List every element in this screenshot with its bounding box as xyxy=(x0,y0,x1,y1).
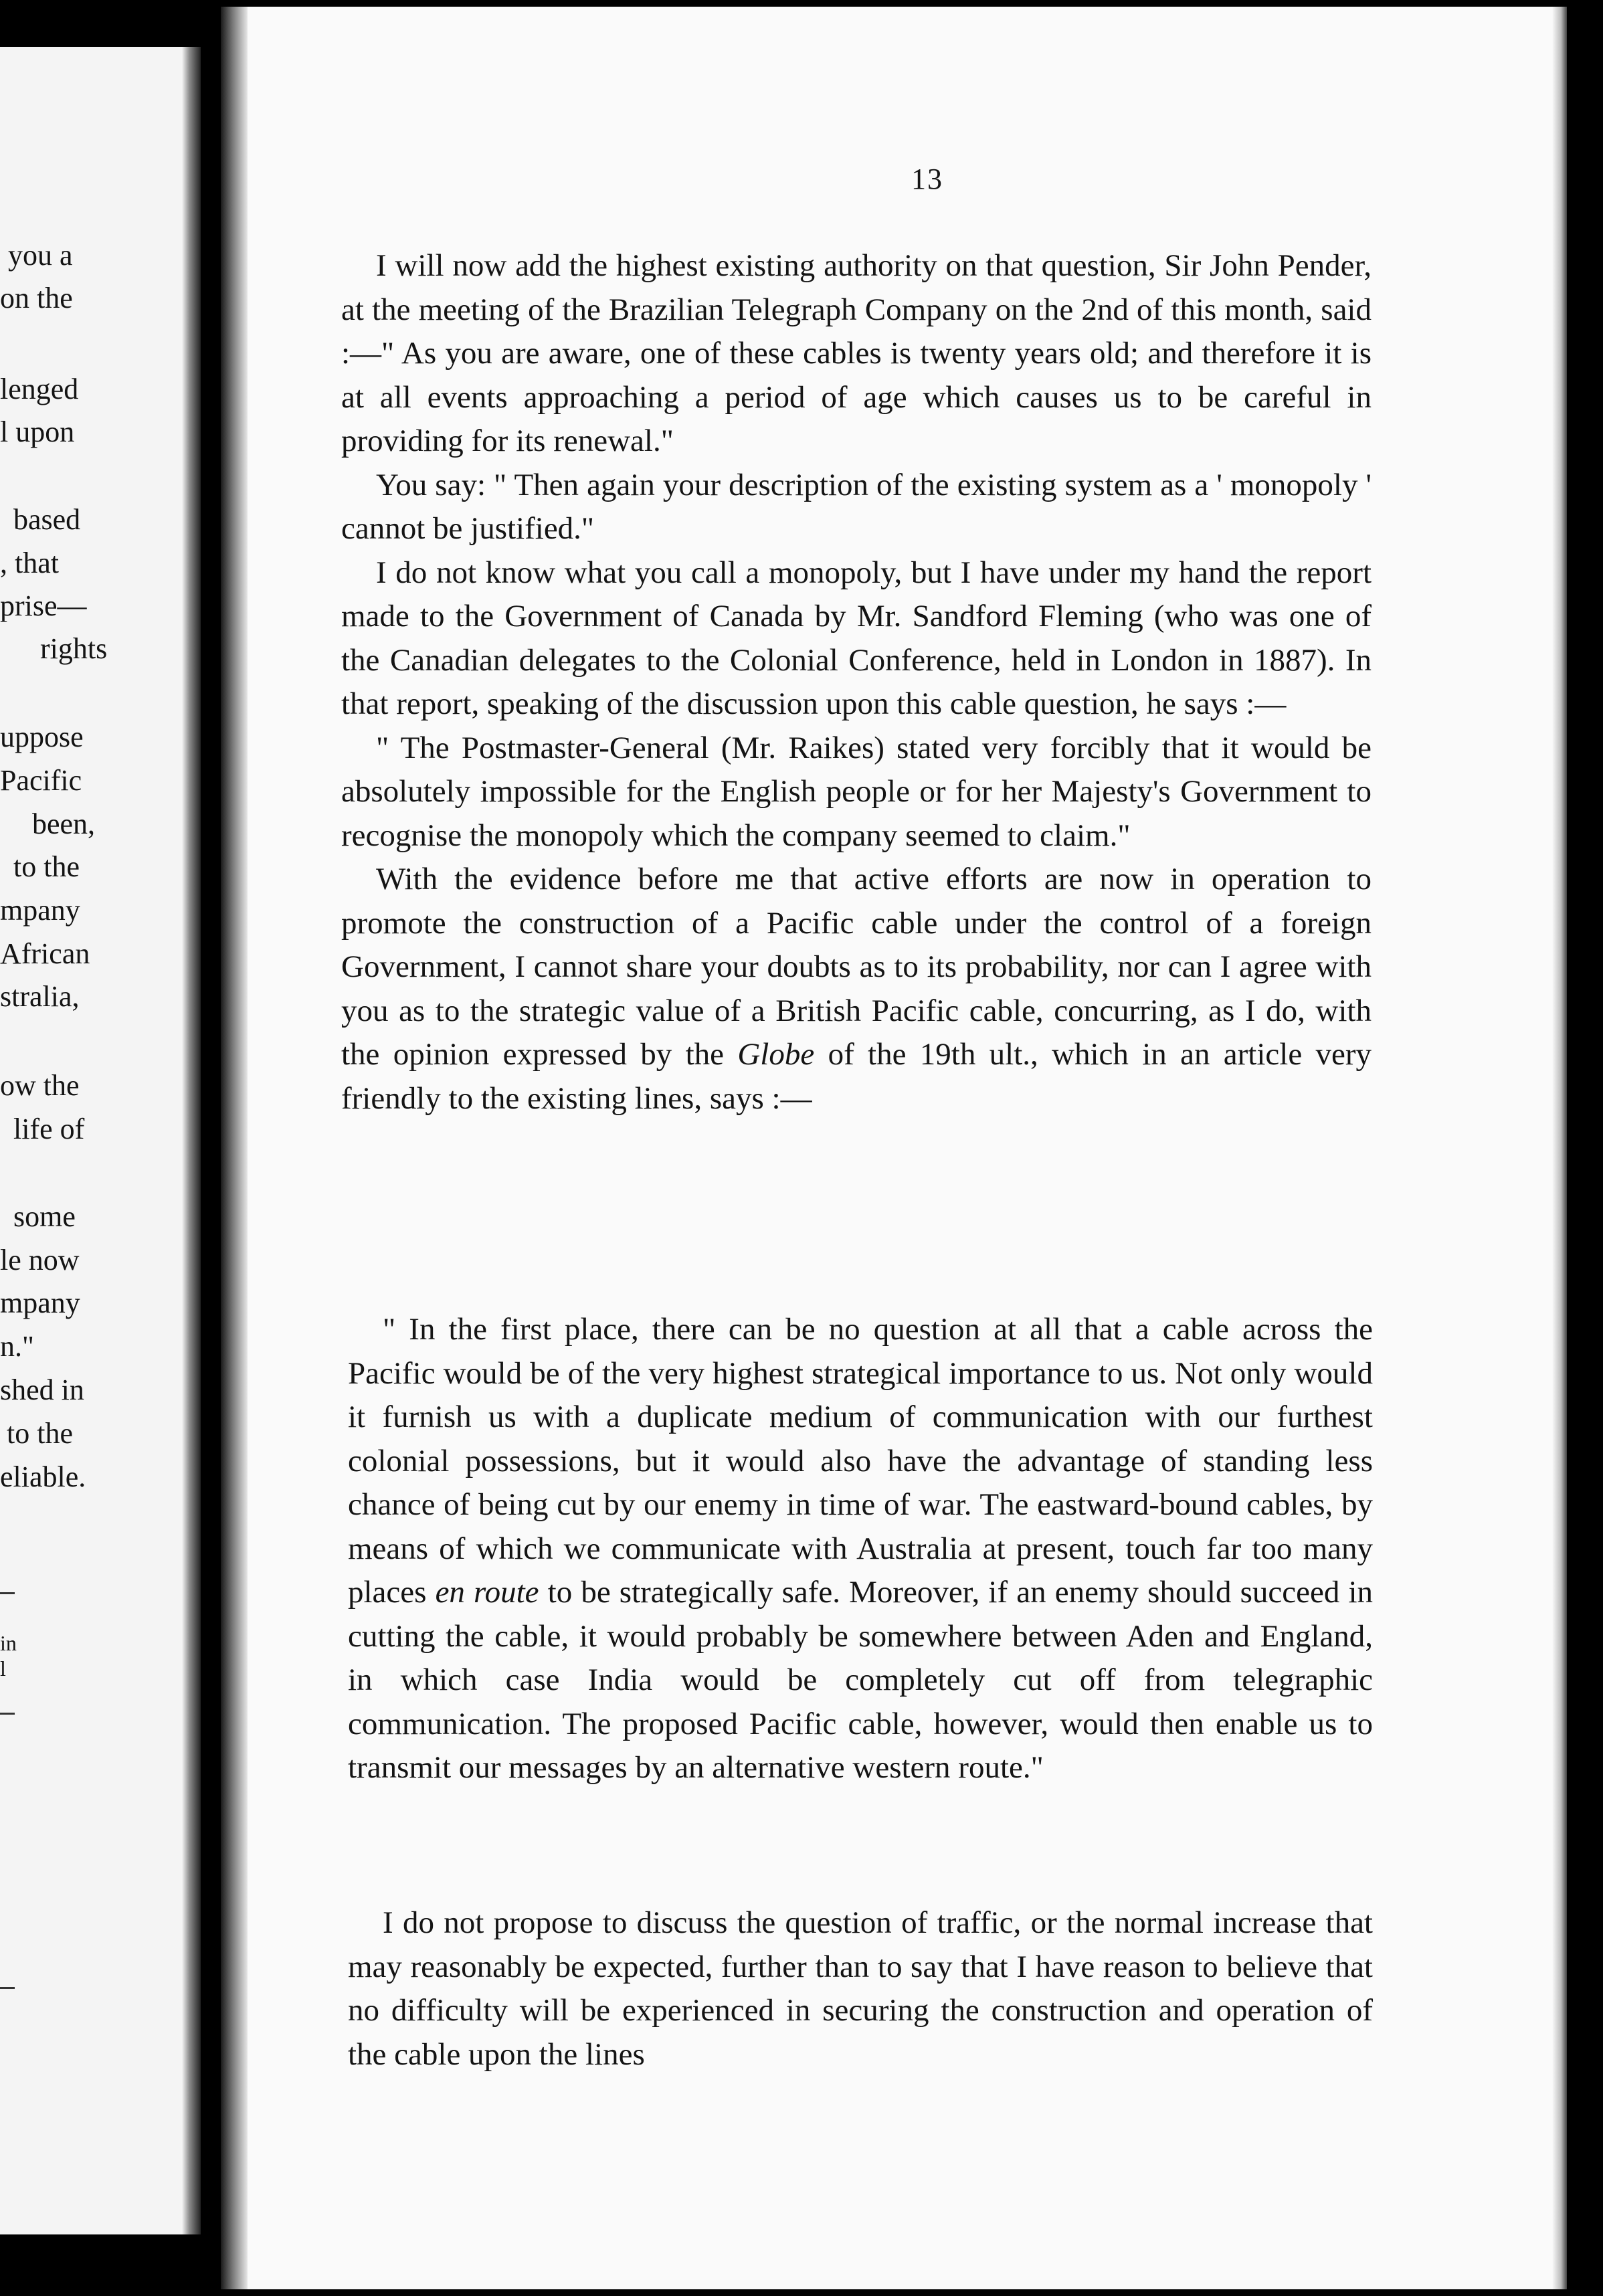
paragraph xyxy=(341,858,1372,1121)
paragraph: I do not propose to discuss the question of traffic, or the normal increase that may reasonably be expected, further than to say that I have reason to believe that no difficulty will be experienced in securing the construction and operation of the cable upon the lines xyxy=(348,1905,1373,2072)
left-fragment: lenged xyxy=(0,373,79,405)
left-fragment: l upon xyxy=(0,415,75,448)
left-fragment: you a xyxy=(8,239,73,272)
left-fragment: rights xyxy=(40,632,108,665)
left-fragment: to the xyxy=(13,850,80,883)
italic-globe: Globe xyxy=(737,1037,815,1072)
left-fragment: shed in xyxy=(0,1373,84,1406)
left-fragment: n." xyxy=(0,1330,34,1363)
left-fragment: stralia, xyxy=(0,980,80,1013)
left-fragment: in xyxy=(0,1631,17,1655)
left-fragment: eliable. xyxy=(0,1460,86,1493)
left-fragment: l xyxy=(0,1656,6,1681)
paragraph: I will now add the highest existing authority on that question, Sir John Pender, at the meeting of the Brazilian Telegraph Company on the 2nd of this month, said :—" As you are aware, one of these cables is twenty years old; and therefore it is at all events approaching a period of age which causes us to be careful in providing for its renewal." xyxy=(341,248,1372,458)
left-fragment: life of xyxy=(13,1113,85,1145)
text-run: With the evidence before me that active efforts are now in operation to promote the construction of a Pacific cable under the control of a foreign Government, I cannot share your doubts as to its probability, nor can I agree with you as to the strategic value of a British Pacific cable, concurring, as I do, with the opinion expressed by the xyxy=(341,862,1372,1072)
left-fragment: to the xyxy=(7,1417,73,1450)
left-fragment: mpany xyxy=(0,1286,80,1319)
left-fragment: le now xyxy=(0,1244,80,1276)
left-facing-page xyxy=(0,47,201,2234)
edge-shadow xyxy=(1552,7,1567,2289)
main-text xyxy=(341,244,1372,1121)
left-fragment: Pacific xyxy=(0,764,82,797)
paragraph: I do not know what you call a monopoly, but I have under my hand the report made to the Government of Canada by Mr. Sandford Fleming (who was one of the Canadian delegates to the Colonial Conference, held in London in 1887). In that report, speaking of the discussion upon this cable question, he says :— xyxy=(341,555,1372,721)
left-fragment: been, xyxy=(32,807,96,840)
left-gutter-shadow xyxy=(182,47,201,2234)
left-fragment: prise— xyxy=(0,589,87,622)
text-run: of the 19th ult., which in an article very friendly to the existing lines, says :— xyxy=(341,1037,1372,1116)
footnote-rule xyxy=(0,1987,15,1989)
left-fragment: African xyxy=(0,937,90,970)
left-fragment: on the xyxy=(0,282,73,314)
italic-en-route: en route xyxy=(435,1575,539,1610)
book-page xyxy=(221,7,1567,2289)
page-number: 13 xyxy=(911,163,943,195)
paragraph: " The Postmaster-General (Mr. Raikes) stated very forcibly that it would be absolutely impossible for the English people or for her Majesty's Government to recognise the monopoly which the company seemed to claim." xyxy=(341,730,1372,853)
spine-shadow xyxy=(221,7,248,2289)
text-run: " In the first place, there can be no question at all that a cable across the Pacific would be of the very highest strategical importance to us. Not only would it furnish us with a duplicate medium of communication with our furthest colonial possessions, but it would also have the advantage of standing less chance of being cut by our enemy in time of war. The eastward-bound cables, by means of which we communicate with Australia at present, touch far too many places xyxy=(348,1312,1373,1610)
closing-text xyxy=(348,1901,1373,2077)
left-fragment: uppose xyxy=(0,721,84,753)
paragraph: You say: " Then again your description of the existing system as a ' monopoly ' cannot be justified." xyxy=(341,467,1372,546)
footnote-rule xyxy=(0,1592,15,1594)
left-fragment: mpany xyxy=(0,894,80,927)
block-quote xyxy=(348,1308,1373,1790)
footnote-rule xyxy=(0,1713,15,1715)
left-fragment: , that xyxy=(0,547,59,579)
left-fragment: based xyxy=(13,503,81,536)
quote-paragraph xyxy=(348,1308,1373,1790)
text-run: to be strategically safe. Moreover, if an enemy should succeed in cutting the cable, it would probably be somewhere between Aden and England, in which case India would be completely cut off from telegraphic communication. The proposed Pacific cable, however, would then enable us to transmit our messages by an alternative western route." xyxy=(348,1575,1374,1785)
left-fragment: some xyxy=(13,1200,76,1233)
left-fragment: ow the xyxy=(0,1069,80,1102)
